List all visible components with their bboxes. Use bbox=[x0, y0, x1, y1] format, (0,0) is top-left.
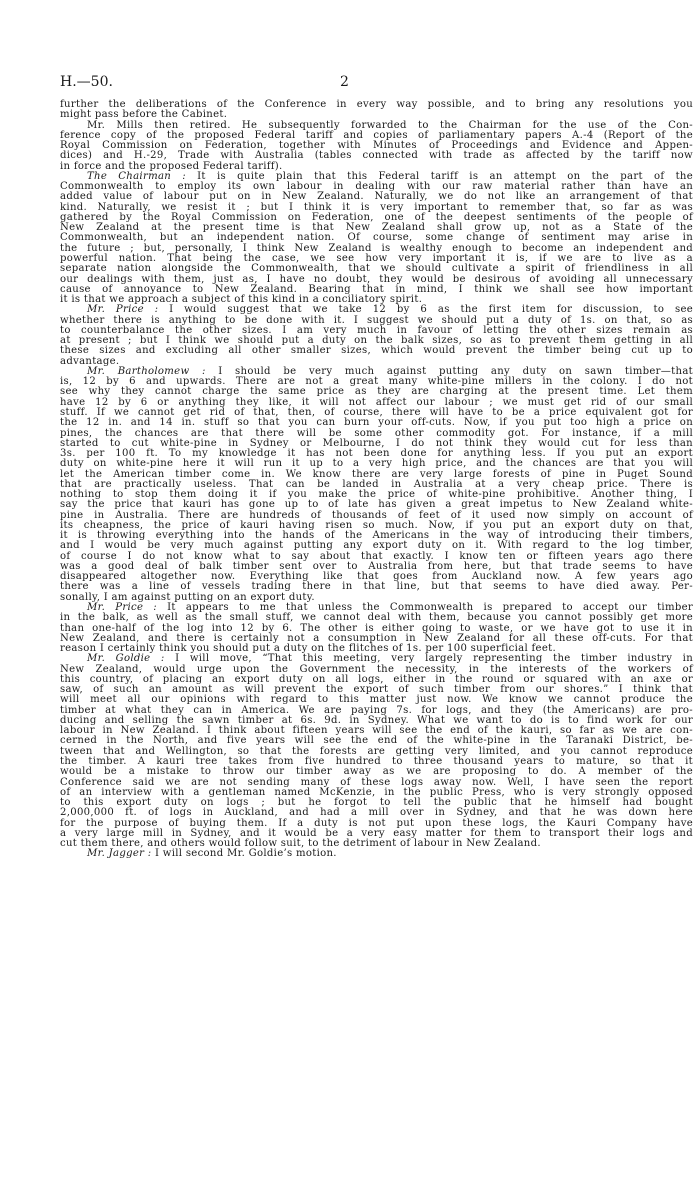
line-text: cerned in the North, and five years will see the end of the white-pine in the Taranaki District, be- bbox=[60, 735, 693, 747]
line-text: kind. Naturally, we resist it ; but I think it is very important to remember that, so far as was bbox=[60, 201, 693, 213]
speaker-name: Mr. Jagger : bbox=[87, 848, 152, 860]
line-text: say the price that kauri has gone up to of late has given a great impetus to New Zealand white- bbox=[60, 499, 693, 511]
paragraph bbox=[60, 100, 693, 121]
line-text: pines, the chances are that there will be some other commodity got. For instance, if a mill bbox=[60, 427, 693, 439]
line-text: that are practically useless. That can be landed in Australia at a very cheap price. There is bbox=[60, 478, 693, 490]
line-text: will meet all our opinions with regard to this matter just now. We know we cannot produce the bbox=[60, 694, 693, 706]
line-text: this country, of placing an export duty on all logs, either in the round or squared with an axe or bbox=[60, 673, 693, 685]
line-text: to counterbalance the other sizes. I am very much in favour of letting the other sizes remain as bbox=[60, 324, 693, 336]
line-text: 2,000,000 ft. of logs in Auckland, and had a mill over in Sydney, and that he was down here bbox=[60, 807, 693, 819]
text-line bbox=[60, 346, 693, 356]
speaker-name: Mr. Price : bbox=[87, 602, 158, 614]
line-text: duty on white-pine here it will run it up to a very high price, and the chances are that you will bbox=[60, 458, 693, 470]
line-text: pine in Australia. There are hundreds of thousands of feet of it used now simply on account of bbox=[60, 509, 693, 521]
line-text: in the balk, as well as the small stuff, we cannot deal with them, because you cannot possibly get more bbox=[60, 612, 693, 624]
line-text: was a good deal of balk timber sent over to Australia from here, but that trade seems to have bbox=[60, 560, 693, 572]
line-text: I will second Mr. Goldie’s motion. bbox=[154, 848, 337, 860]
line-text: there was a line of vessels trading there in that line, but that seems to have died away. Per- bbox=[60, 581, 693, 593]
line-text: started to cut white-pine in Sydney or Melbourne, I do not think they would cut for less than bbox=[60, 437, 693, 449]
line-text: the 12 in. and 14 in. stuff so that you can burn your off-cuts. Now, if you put too high a price on bbox=[60, 417, 693, 429]
line-text: let the American timber come in. We know there are very large forests of pine in Puget Sound bbox=[60, 468, 693, 480]
line-text: to this export duty on logs ; but he forgot to tell the public that he himself had bought bbox=[60, 797, 693, 809]
line-text: in force and the proposed Federal tariff). bbox=[60, 160, 283, 172]
line-text: powerful nation. That being the case, we see how very important it is, if we are to live as a bbox=[60, 252, 693, 264]
speech-paragraph bbox=[60, 654, 693, 849]
line-text: reason I certainly think you should put a duty on the flitches of 1s. per 100 superficial feet. bbox=[60, 643, 556, 655]
line-text: it is that we approach a subject of this kind in a conciliatory spirit. bbox=[60, 294, 423, 306]
document-reference: H.—50. bbox=[60, 74, 113, 90]
speech-paragraph bbox=[60, 367, 693, 603]
line-text: New Zealand, and there is certainly not a consumption in New Zealand for all these off-cuts. For that bbox=[60, 632, 693, 644]
line-text: nothing to stop them doing it if you make the price of white-pine prohibitive. Another thing, I bbox=[60, 489, 693, 501]
line-text: ducing and selling the sawn timber at 6s. 9d. in Sydney. What we want to do is to find work for our bbox=[60, 714, 693, 726]
line-text: disappeared altogether now. Everything like that goes from Auckland now. A few years ago bbox=[60, 571, 693, 583]
line-text: its cheapness, the price of kauri having risen so much. Now, if you put an export duty on that, bbox=[60, 519, 693, 531]
line-text: is, 12 by 6 and upwards. There are not a great many white-pine millers in the colony. I do not bbox=[60, 376, 693, 388]
line-text: whether there is anything to be done with it. I suggest we should put a duty of 1s. on that, so as bbox=[60, 314, 693, 326]
line-text: It appears to me that unless the Commonwealth is prepared to accept our timber bbox=[167, 602, 693, 614]
line-text: advantage. bbox=[60, 355, 120, 367]
line-text: Conference said we are not sending many of these logs away now. Well, I have seen the report bbox=[60, 776, 693, 788]
speech-paragraph bbox=[60, 849, 693, 859]
line-text: sonally, I am against putting on an export duty. bbox=[60, 591, 315, 603]
line-text: I will move, “That this meeting, very largely representing the timber industry in bbox=[175, 653, 693, 665]
line-text: New Zealand, would urge upon the Government the necessity, in the interests of the workers of bbox=[60, 663, 693, 675]
line-text: labour in New Zealand. I think about fifteen years will see the end of the kauri, so far as we are con- bbox=[60, 725, 693, 737]
line-text: our dealings with them, just as, I have no doubt, they would be desirous of avoiding all unnecessary bbox=[60, 273, 693, 285]
line-text: gathered by the Royal Commission on Federation, one of the deepest sentiments of the people of bbox=[60, 211, 693, 223]
line-text: stuff. If we cannot get rid of that, then, of course, there will have to be a price equivalent got for bbox=[60, 406, 693, 418]
line-text: further the deliberations of the Conference in every way possible, and to bring any resolutions you bbox=[60, 99, 693, 110]
speech-paragraph bbox=[60, 305, 693, 367]
line-text: 3s. per 100 ft. To my knowledge it has not been done for anything less. If you put an export bbox=[60, 448, 693, 460]
line-text: Commonwealth, but an independent nation. Of course, some change of sentiment may arise in bbox=[60, 232, 693, 244]
line-text: at present ; but I think we should put a duty on the balk sizes, so as to prevent them getting in all bbox=[60, 335, 693, 347]
line-text: added value of labour put on in New Zealand. Naturally, we do not like an arrangement of that bbox=[60, 191, 693, 203]
line-text: Royal Commission on Federation, together with Minutes of Proceedings and Evidence and Appen- bbox=[60, 140, 693, 152]
line-text: It is quite plain that this Federal tariff is an attempt on the part of the bbox=[197, 170, 693, 182]
text-line bbox=[60, 849, 693, 859]
line-text: Mr. Mills then retired. He subsequently forwarded to the Chairman for the use of the Con- bbox=[87, 119, 693, 131]
line-text: it is throwing everything into the hands of the Americans in the way of introducing their timbers, bbox=[60, 530, 693, 542]
speech-paragraph bbox=[60, 172, 693, 305]
line-text: of an interview with a gentleman named McKenzie, in the public Press, who is very strongly opposed bbox=[60, 786, 693, 798]
line-text: see why they cannot charge the same price as they are charging at the present time. Let them bbox=[60, 386, 693, 398]
speaker-name: Mr. Bartholomew : bbox=[87, 365, 206, 377]
line-text: saw, of such an amount as will prevent the export of such timber from our shores.” I think that bbox=[60, 684, 693, 696]
line-text: cause of annoyance to New Zealand. Bearing that in mind, I think we shall see how important bbox=[60, 283, 693, 295]
line-text: New Zealand at the present time is that New Zealand shall grow up, not as a State of the bbox=[60, 222, 693, 234]
line-text: Commonwealth to employ its own labour in dealing with our raw material rather than have an bbox=[60, 181, 693, 193]
line-text: have 12 by 6 or anything they like, it will not affect our labour ; we must get rid of our small bbox=[60, 396, 693, 408]
speaker-name: The Chairman : bbox=[87, 170, 186, 182]
line-text: cut them there, and others would follow suit, to the detriment of labour in New Zealand. bbox=[60, 838, 541, 850]
line-text: separate nation alongside the Commonwealth, that we should cultivate a spirit of friendliness in all bbox=[60, 263, 693, 275]
speaker-name: Mr. Goldie : bbox=[87, 653, 165, 665]
speaker-name: Mr. Price : bbox=[87, 304, 159, 316]
line-text: the timber. A kauri tree takes from five hundred to three thousand years to mature, so that it bbox=[60, 756, 693, 767]
line-text: of course I do not know what to say about that exactly. I know ten or fifteen years ago there bbox=[60, 550, 693, 562]
line-text: dices) and H.-29, Trade with Australia (tables connected with trade as affected by the tariff now bbox=[60, 150, 693, 162]
line-text: the future ; but, personally, I think New Zealand is wealthy enough to become an independent and bbox=[60, 242, 693, 254]
line-text: a very large mill in Sydney, and it would be a very easy matter for them to transport their logs and bbox=[60, 827, 693, 839]
line-text: and I would be very much against putting any export duty on it. With regard to the log timber, bbox=[60, 540, 693, 552]
line-text: ference copy of the proposed Federal tariff and copies of parliamentary papers A.-4 (Report of the bbox=[60, 129, 693, 141]
paragraph bbox=[60, 121, 693, 172]
line-text: than one-half of the log into 12 by 6. The other is either going to waste, or we have got to use it in bbox=[60, 622, 693, 634]
line-text: tween that and Wellington, so that the forests are getting very limited, and you cannot reproduce bbox=[60, 745, 693, 757]
speech-paragraph bbox=[60, 603, 693, 654]
line-text: these sizes and excluding all other smaller sizes, which would prevent the timber being cut up to bbox=[60, 345, 693, 357]
document-body bbox=[60, 100, 693, 860]
line-text: timber at what they can in America. We are paying 7s. for logs, and they (the Americans) are pro- bbox=[60, 704, 693, 716]
page-number: 2 bbox=[340, 74, 349, 90]
line-text: for the purpose of buying them. If a duty is not put upon these logs, the Kauri Company have bbox=[60, 817, 693, 829]
line-text: would be a mistake to throw our timber away as we are proposing to do. A member of the bbox=[60, 766, 693, 778]
line-text: I should be very much against putting any duty on sawn timber—that bbox=[218, 365, 694, 377]
line-text: might pass before the Cabinet. bbox=[60, 109, 228, 121]
line-text: I would suggest that we take 12 by 6 as the first item for discussion, to see bbox=[169, 304, 693, 316]
